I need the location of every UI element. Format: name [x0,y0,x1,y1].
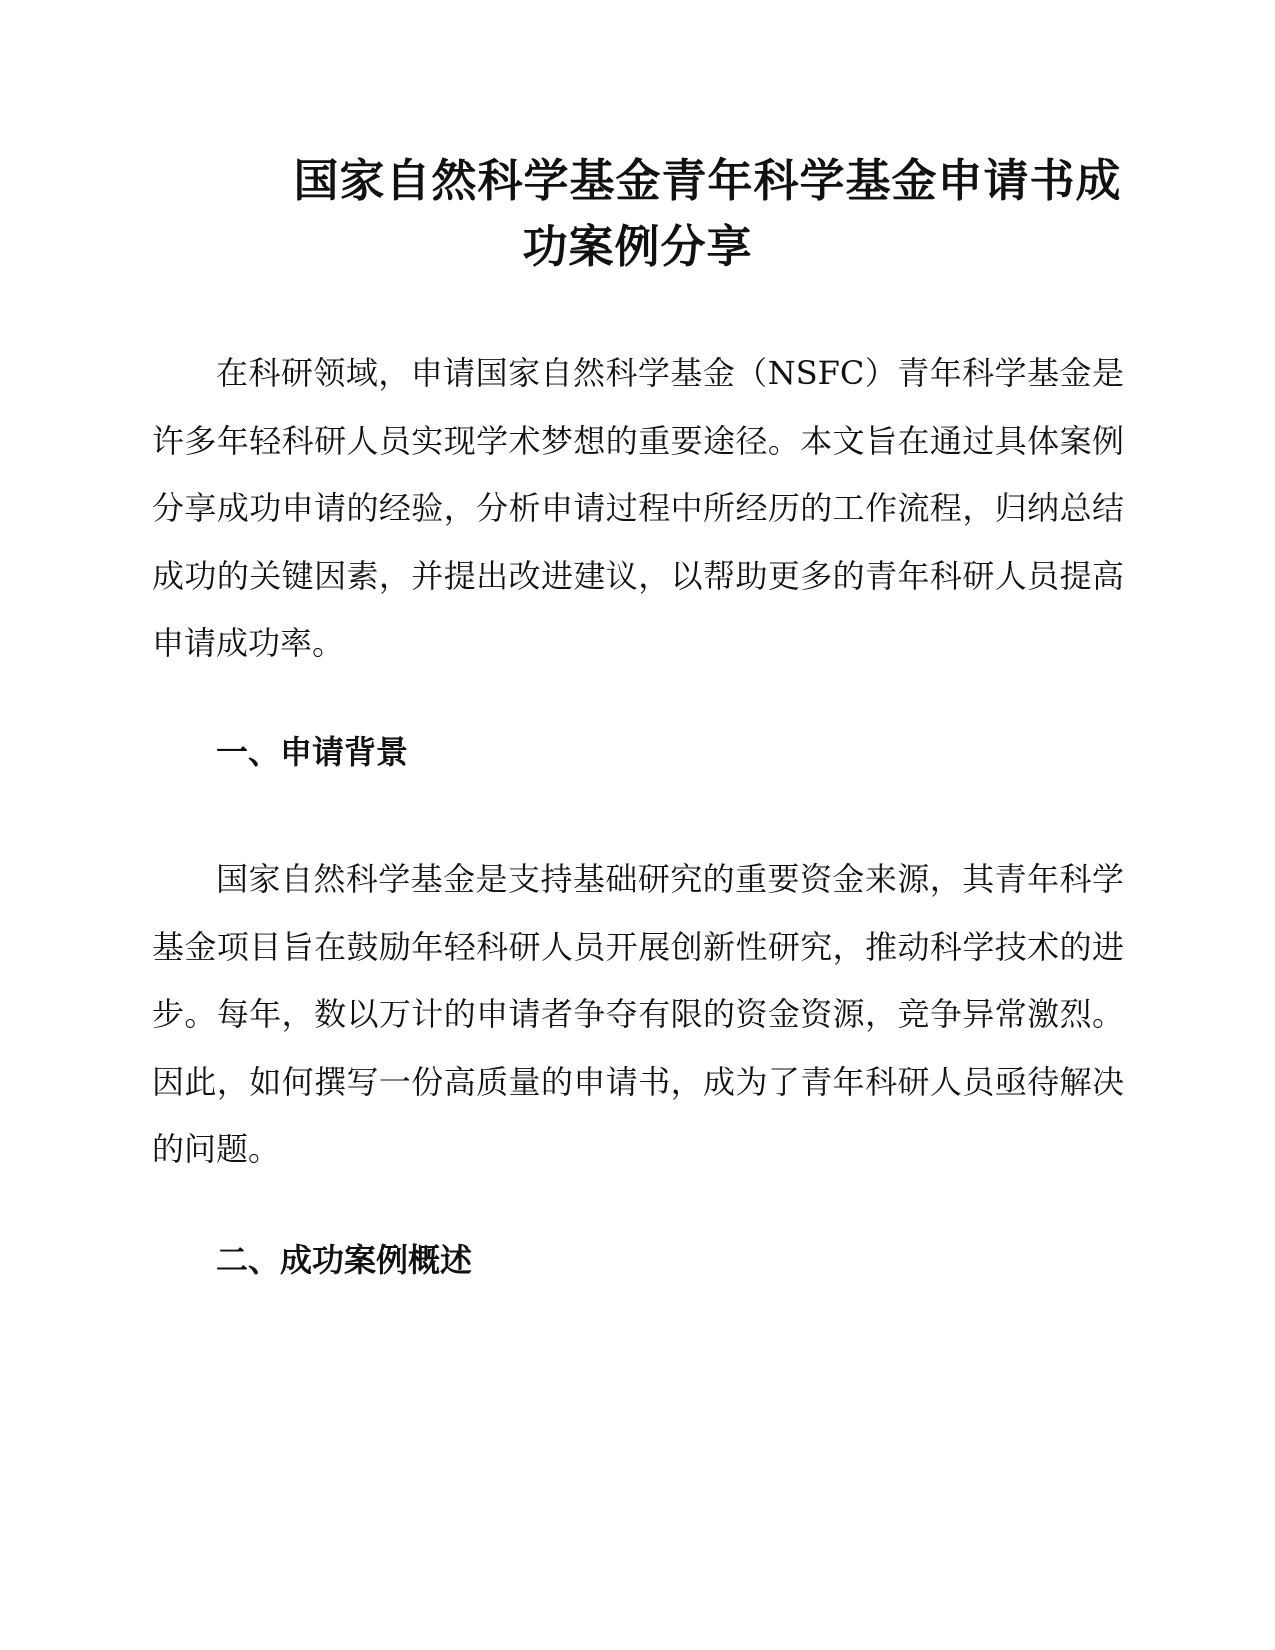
section-heading-case-overview: 二、成功案例概述 [216,1241,473,1279]
title-line-2: 功案例分享 [522,220,753,273]
section-heading-background: 一、申请背景 [216,733,409,771]
intro-paragraph: 在科研领域，申请国家自然科学基金（NSFC）青年科学基金是许多年轻科研人员实现学术梦想的重要途径。本文旨在通过具体案例分享成功申请的经验，分析申请过程中所经历的工作流程，归纳总结成功的关键因素，并提出改进建议，以帮助更多的青年科研人员提高申请成功率。 [152,354,1124,662]
document-title [150,148,1125,280]
background-paragraph: 国家自然科学基金是支持基础研究的重要资金来源，其青年科学基金项目旨在鼓励年轻科研人员开展创新性研究，推动科学技术的进步。每年，数以万计的申请者争夺有限的资金资源，竞争异常激烈。因此，如何撰写一份高质量的申请书，成为了青年科研人员亟待解决的问题。 [152,860,1124,1168]
title-line-1: 国家自然科学基金青年科学基金申请书成 [293,154,1122,207]
